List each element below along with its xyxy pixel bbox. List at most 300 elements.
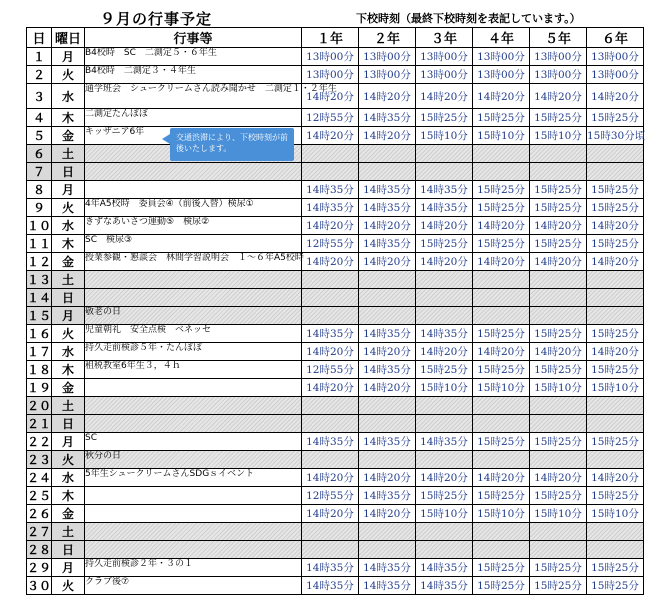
day-cell: ２５ xyxy=(27,487,52,505)
time-cell-grade-3: 15時10分 xyxy=(416,127,473,145)
table-row xyxy=(27,109,644,127)
time-cell-grade-1: 14時35分 xyxy=(302,199,359,217)
event-cell: 児童朝礼 安全点検 ベネッセ xyxy=(85,325,302,343)
header-grade-1: １年 xyxy=(302,28,359,48)
time-cell-grade-3 xyxy=(416,163,473,181)
table-row xyxy=(27,307,644,325)
time-cell-grade-5 xyxy=(530,271,587,289)
time-cell-grade-5 xyxy=(530,541,587,559)
time-cell-grade-6: 15時25分 xyxy=(587,433,644,451)
time-cell-grade-6: 15時25分 xyxy=(587,199,644,217)
event-cell: B4校時 二測定３・４年生 xyxy=(85,66,302,84)
header-grade-2: ２年 xyxy=(359,28,416,48)
time-cell-grade-2 xyxy=(359,451,416,469)
time-cell-grade-4 xyxy=(473,451,530,469)
time-cell-grade-3 xyxy=(416,307,473,325)
day-cell: ２０ xyxy=(27,397,52,415)
day-cell: １４ xyxy=(27,289,52,307)
dismissal-time-heading: 下校時刻（最終下校時刻を表記しています。） xyxy=(356,12,581,25)
weekday-cell: 木 xyxy=(52,109,85,127)
time-cell-grade-4: 15時25分 xyxy=(473,433,530,451)
time-cell-grade-4: 14時20分 xyxy=(473,469,530,487)
day-cell: １２ xyxy=(27,253,52,271)
table-row xyxy=(27,325,644,343)
time-cell-grade-2: 14時35分 xyxy=(359,433,416,451)
time-cell-grade-2 xyxy=(359,271,416,289)
time-cell-grade-3: 15時10分 xyxy=(416,379,473,397)
time-cell-grade-3: 14時35分 xyxy=(416,181,473,199)
time-cell-grade-4 xyxy=(473,163,530,181)
day-cell: ２８ xyxy=(27,541,52,559)
weekday-cell: 水 xyxy=(52,343,85,361)
table-row xyxy=(27,235,644,253)
time-cell-grade-1: 12時55分 xyxy=(302,109,359,127)
weekday-cell: 金 xyxy=(52,127,85,145)
day-cell: ６ xyxy=(27,145,52,163)
time-cell-grade-3: 14時35分 xyxy=(416,433,473,451)
time-cell-grade-1 xyxy=(302,415,359,433)
weekday-cell: 水 xyxy=(52,84,85,109)
time-cell-grade-6: 15時25分 xyxy=(587,487,644,505)
time-cell-grade-4 xyxy=(473,307,530,325)
time-cell-grade-2 xyxy=(359,397,416,415)
event-cell xyxy=(85,163,302,181)
table-row xyxy=(27,469,644,487)
time-cell-grade-5: 15時25分 xyxy=(530,325,587,343)
time-cell-grade-3: 14時20分 xyxy=(416,84,473,109)
time-cell-grade-1 xyxy=(302,451,359,469)
weekday-cell: 火 xyxy=(52,577,85,595)
time-cell-grade-3 xyxy=(416,523,473,541)
time-cell-grade-4: 15時25分 xyxy=(473,325,530,343)
header-grade-3: ３年 xyxy=(416,28,473,48)
time-cell-grade-3: 15時25分 xyxy=(416,487,473,505)
header-row xyxy=(27,28,644,48)
event-cell: クラブ後⑦ xyxy=(85,577,302,595)
day-cell: １５ xyxy=(27,307,52,325)
table-row xyxy=(27,343,644,361)
time-cell-grade-2: 14時35分 xyxy=(359,181,416,199)
time-cell-grade-2: 14時20分 xyxy=(359,217,416,235)
time-cell-grade-4: 13時00分 xyxy=(473,66,530,84)
day-cell: ３ xyxy=(27,84,52,109)
time-cell-grade-2: 14時35分 xyxy=(359,235,416,253)
event-cell xyxy=(85,415,302,433)
event-cell xyxy=(85,487,302,505)
table-row xyxy=(27,487,644,505)
day-cell: ２２ xyxy=(27,433,52,451)
time-cell-grade-4 xyxy=(473,415,530,433)
table-row xyxy=(27,415,644,433)
time-cell-grade-3: 13時00分 xyxy=(416,48,473,66)
time-cell-grade-6 xyxy=(587,415,644,433)
event-cell: キッザニア6年 xyxy=(85,127,302,145)
time-cell-grade-4: 15時25分 xyxy=(473,109,530,127)
time-cell-grade-1 xyxy=(302,163,359,181)
time-cell-grade-3: 14時20分 xyxy=(416,469,473,487)
day-cell: ４ xyxy=(27,109,52,127)
table-row xyxy=(27,271,644,289)
time-cell-grade-2 xyxy=(359,163,416,181)
time-cell-grade-5 xyxy=(530,415,587,433)
time-cell-grade-6: 13時00分 xyxy=(587,48,644,66)
weekday-cell: 木 xyxy=(52,361,85,379)
time-cell-grade-6: 15時10分 xyxy=(587,505,644,523)
weekday-cell: 金 xyxy=(52,253,85,271)
event-cell: B4校時 SC 二測定５・６年生 xyxy=(85,48,302,66)
time-cell-grade-6 xyxy=(587,523,644,541)
time-cell-grade-1: 14時20分 xyxy=(302,84,359,109)
time-cell-grade-1: 12時55分 xyxy=(302,487,359,505)
time-cell-grade-5 xyxy=(530,163,587,181)
time-cell-grade-1 xyxy=(302,289,359,307)
table-row xyxy=(27,433,644,451)
traffic-note-callout: 交通渋滞により、下校時刻が前後いたします。 xyxy=(170,128,294,161)
event-cell xyxy=(85,271,302,289)
time-cell-grade-2: 14時20分 xyxy=(359,469,416,487)
time-cell-grade-6 xyxy=(587,541,644,559)
weekday-cell: 木 xyxy=(52,487,85,505)
time-cell-grade-2: 14時20分 xyxy=(359,253,416,271)
time-cell-grade-4: 15時10分 xyxy=(473,127,530,145)
time-cell-grade-4: 15時25分 xyxy=(473,181,530,199)
time-cell-grade-3: 13時00分 xyxy=(416,66,473,84)
day-cell: １ xyxy=(27,48,52,66)
time-cell-grade-2: 14時20分 xyxy=(359,505,416,523)
time-cell-grade-1: 14時35分 xyxy=(302,433,359,451)
time-cell-grade-6: 15時25分 xyxy=(587,235,644,253)
day-cell: ２ xyxy=(27,66,52,84)
schedule-table xyxy=(26,27,644,595)
time-cell-grade-4: 15時25分 xyxy=(473,487,530,505)
time-cell-grade-5: 15時25分 xyxy=(530,559,587,577)
time-cell-grade-5: 14時20分 xyxy=(530,253,587,271)
event-cell: 5年生シュークリームさんSDGｓイベント xyxy=(85,469,302,487)
time-cell-grade-1: 14時35分 xyxy=(302,325,359,343)
time-cell-grade-5: 15時25分 xyxy=(530,361,587,379)
time-cell-grade-4 xyxy=(473,271,530,289)
time-cell-grade-5 xyxy=(530,307,587,325)
time-cell-grade-1 xyxy=(302,397,359,415)
time-cell-grade-2 xyxy=(359,415,416,433)
weekday-cell: 火 xyxy=(52,199,85,217)
event-cell: 敬老の日 xyxy=(85,307,302,325)
event-cell xyxy=(85,379,302,397)
time-cell-grade-4 xyxy=(473,145,530,163)
time-cell-grade-5: 14時20分 xyxy=(530,343,587,361)
day-cell: ２３ xyxy=(27,451,52,469)
time-cell-grade-3: 15時10分 xyxy=(416,505,473,523)
time-cell-grade-3: 15時25分 xyxy=(416,109,473,127)
time-cell-grade-1: 14時35分 xyxy=(302,181,359,199)
event-cell xyxy=(85,523,302,541)
time-cell-grade-5: 15時10分 xyxy=(530,505,587,523)
time-cell-grade-1 xyxy=(302,271,359,289)
time-cell-grade-3: 14時35分 xyxy=(416,559,473,577)
event-cell xyxy=(85,505,302,523)
event-cell: きずなあいさつ運動⑤ 検尿② xyxy=(85,217,302,235)
weekday-cell: 水 xyxy=(52,217,85,235)
weekday-cell: 火 xyxy=(52,325,85,343)
time-cell-grade-4: 14時20分 xyxy=(473,84,530,109)
day-cell: １９ xyxy=(27,379,52,397)
day-cell: ２１ xyxy=(27,415,52,433)
time-cell-grade-2: 14時35分 xyxy=(359,199,416,217)
event-cell xyxy=(85,397,302,415)
event-cell: 授業参観・懇談会 林間学習説明会 １～６年A5校時 xyxy=(85,253,302,271)
time-cell-grade-4 xyxy=(473,397,530,415)
time-cell-grade-5 xyxy=(530,145,587,163)
day-cell: ２７ xyxy=(27,523,52,541)
header-weekday: 曜日 xyxy=(52,28,85,48)
event-cell: 4年A5校時 委員会④（前後入替）検尿① xyxy=(85,199,302,217)
event-cell: 二測定たんぽぽ xyxy=(85,109,302,127)
day-cell: ７ xyxy=(27,163,52,181)
time-cell-grade-4 xyxy=(473,523,530,541)
time-cell-grade-1: 13時00分 xyxy=(302,66,359,84)
time-cell-grade-5: 15時25分 xyxy=(530,181,587,199)
time-cell-grade-1: 14時35分 xyxy=(302,577,359,595)
day-cell: ２９ xyxy=(27,559,52,577)
time-cell-grade-5: 15時25分 xyxy=(530,577,587,595)
time-cell-grade-3 xyxy=(416,415,473,433)
time-cell-grade-5: 14時20分 xyxy=(530,84,587,109)
time-cell-grade-2: 14時20分 xyxy=(359,84,416,109)
time-cell-grade-2: 14時35分 xyxy=(359,325,416,343)
time-cell-grade-6: 14時20分 xyxy=(587,469,644,487)
time-cell-grade-6: 15時10分 xyxy=(587,379,644,397)
time-cell-grade-2 xyxy=(359,145,416,163)
time-cell-grade-5: 15時25分 xyxy=(530,487,587,505)
time-cell-grade-6: 14時20分 xyxy=(587,343,644,361)
time-cell-grade-2 xyxy=(359,289,416,307)
time-cell-grade-6: 15時25分 xyxy=(587,325,644,343)
time-cell-grade-6: 13時00分 xyxy=(587,66,644,84)
weekday-cell: 水 xyxy=(52,469,85,487)
time-cell-grade-3: 14時20分 xyxy=(416,217,473,235)
event-cell xyxy=(85,541,302,559)
time-cell-grade-2: 14時35分 xyxy=(359,577,416,595)
header-grade-6: ６年 xyxy=(587,28,644,48)
day-cell: １０ xyxy=(27,217,52,235)
day-cell: ３０ xyxy=(27,577,52,595)
time-cell-grade-1: 14時20分 xyxy=(302,505,359,523)
time-cell-grade-6 xyxy=(587,271,644,289)
time-cell-grade-6: 15時25分 xyxy=(587,361,644,379)
time-cell-grade-4: 15時25分 xyxy=(473,199,530,217)
time-cell-grade-1 xyxy=(302,523,359,541)
weekday-cell: 月 xyxy=(52,559,85,577)
time-cell-grade-5: 13時00分 xyxy=(530,48,587,66)
time-cell-grade-3 xyxy=(416,451,473,469)
time-cell-grade-2: 14時35分 xyxy=(359,559,416,577)
weekday-cell: 金 xyxy=(52,505,85,523)
time-cell-grade-5 xyxy=(530,451,587,469)
table-row xyxy=(27,84,644,109)
time-cell-grade-2: 14時20分 xyxy=(359,379,416,397)
table-row xyxy=(27,145,644,163)
time-cell-grade-6: 15時25分 xyxy=(587,181,644,199)
time-cell-grade-4: 13時00分 xyxy=(473,48,530,66)
time-cell-grade-5 xyxy=(530,523,587,541)
day-cell: １１ xyxy=(27,235,52,253)
time-cell-grade-2 xyxy=(359,307,416,325)
schedule-body xyxy=(27,48,644,595)
time-cell-grade-3: 14時20分 xyxy=(416,343,473,361)
weekday-cell: 月 xyxy=(52,307,85,325)
time-cell-grade-1: 14時20分 xyxy=(302,217,359,235)
time-cell-grade-6: 14時20分 xyxy=(587,253,644,271)
time-cell-grade-4: 14時20分 xyxy=(473,253,530,271)
weekday-cell: 木 xyxy=(52,235,85,253)
time-cell-grade-6 xyxy=(587,145,644,163)
time-cell-grade-1: 14時35分 xyxy=(302,559,359,577)
day-cell: ２４ xyxy=(27,469,52,487)
time-cell-grade-4: 14時20分 xyxy=(473,217,530,235)
time-cell-grade-5: 14時20分 xyxy=(530,469,587,487)
table-row xyxy=(27,289,644,307)
time-cell-grade-5: 15時25分 xyxy=(530,199,587,217)
table-row xyxy=(27,48,644,66)
time-cell-grade-1 xyxy=(302,145,359,163)
weekday-cell: 月 xyxy=(52,181,85,199)
weekday-cell: 月 xyxy=(52,433,85,451)
time-cell-grade-6: 15時25分 xyxy=(587,559,644,577)
time-cell-grade-2: 14時35分 xyxy=(359,109,416,127)
day-cell: ８ xyxy=(27,181,52,199)
time-cell-grade-6 xyxy=(587,289,644,307)
time-cell-grade-4: 15時10分 xyxy=(473,379,530,397)
time-cell-grade-3: 15時25分 xyxy=(416,361,473,379)
time-cell-grade-3 xyxy=(416,145,473,163)
time-cell-grade-6 xyxy=(587,397,644,415)
time-cell-grade-5: 13時00分 xyxy=(530,66,587,84)
time-cell-grade-6: 15時30分頃 xyxy=(587,127,644,145)
table-row xyxy=(27,541,644,559)
time-cell-grade-5 xyxy=(530,397,587,415)
time-cell-grade-3 xyxy=(416,289,473,307)
time-cell-grade-1: 12時55分 xyxy=(302,361,359,379)
day-cell: ９ xyxy=(27,199,52,217)
time-cell-grade-2: 14時35分 xyxy=(359,361,416,379)
time-cell-grade-3: 14時35分 xyxy=(416,325,473,343)
time-cell-grade-6: 15時25分 xyxy=(587,109,644,127)
time-cell-grade-3: 14時35分 xyxy=(416,577,473,595)
time-cell-grade-2 xyxy=(359,541,416,559)
time-cell-grade-2: 13時00分 xyxy=(359,48,416,66)
day-cell: ５ xyxy=(27,127,52,145)
table-row xyxy=(27,181,644,199)
time-cell-grade-6 xyxy=(587,307,644,325)
time-cell-grade-6 xyxy=(587,163,644,181)
time-cell-grade-1 xyxy=(302,307,359,325)
table-row xyxy=(27,559,644,577)
event-cell: 租税教室6年生３，４ｈ xyxy=(85,361,302,379)
header-events: 行事等 xyxy=(85,28,302,48)
weekday-cell: 日 xyxy=(52,415,85,433)
time-cell-grade-4: 15時25分 xyxy=(473,235,530,253)
time-cell-grade-4 xyxy=(473,541,530,559)
table-row xyxy=(27,451,644,469)
day-cell: １８ xyxy=(27,361,52,379)
weekday-cell: 土 xyxy=(52,271,85,289)
time-cell-grade-2: 14時20分 xyxy=(359,343,416,361)
time-cell-grade-4: 15時25分 xyxy=(473,361,530,379)
weekday-cell: 日 xyxy=(52,163,85,181)
time-cell-grade-5: 15時25分 xyxy=(530,109,587,127)
time-cell-grade-2: 14時35分 xyxy=(359,487,416,505)
day-cell: １７ xyxy=(27,343,52,361)
time-cell-grade-1: 13時00分 xyxy=(302,48,359,66)
time-cell-grade-3: 14時35分 xyxy=(416,199,473,217)
event-cell: 持久走前検診２年・３の１ xyxy=(85,559,302,577)
day-cell: １３ xyxy=(27,271,52,289)
time-cell-grade-3 xyxy=(416,541,473,559)
time-cell-grade-3 xyxy=(416,397,473,415)
table-row xyxy=(27,523,644,541)
weekday-cell: 火 xyxy=(52,66,85,84)
event-cell: 秋分の日 xyxy=(85,451,302,469)
event-cell xyxy=(85,181,302,199)
time-cell-grade-3 xyxy=(416,271,473,289)
time-cell-grade-6: 14時20分 xyxy=(587,217,644,235)
table-row xyxy=(27,397,644,415)
time-cell-grade-4: 15時25分 xyxy=(473,559,530,577)
weekday-cell: 火 xyxy=(52,451,85,469)
event-cell xyxy=(85,289,302,307)
time-cell-grade-4: 14時20分 xyxy=(473,343,530,361)
weekday-cell: 金 xyxy=(52,379,85,397)
table-row xyxy=(27,163,644,181)
time-cell-grade-6: 15時25分 xyxy=(587,577,644,595)
time-cell-grade-5 xyxy=(530,289,587,307)
event-cell: 持久走前検診５年・たんぽぽ xyxy=(85,343,302,361)
page-title: ９月の行事予定 xyxy=(100,10,213,28)
weekday-cell: 月 xyxy=(52,48,85,66)
time-cell-grade-3: 15時25分 xyxy=(416,235,473,253)
table-row xyxy=(27,199,644,217)
time-cell-grade-1 xyxy=(302,541,359,559)
time-cell-grade-1: 14時20分 xyxy=(302,127,359,145)
table-row xyxy=(27,127,644,145)
time-cell-grade-5: 14時20分 xyxy=(530,217,587,235)
time-cell-grade-1: 14時20分 xyxy=(302,469,359,487)
table-row xyxy=(27,217,644,235)
weekday-cell: 土 xyxy=(52,397,85,415)
time-cell-grade-6 xyxy=(587,451,644,469)
time-cell-grade-3: 14時20分 xyxy=(416,253,473,271)
time-cell-grade-2 xyxy=(359,523,416,541)
time-cell-grade-4: 15時25分 xyxy=(473,577,530,595)
time-cell-grade-1: 14時20分 xyxy=(302,253,359,271)
time-cell-grade-1: 12時55分 xyxy=(302,235,359,253)
time-cell-grade-5: 15時10分 xyxy=(530,127,587,145)
day-cell: １６ xyxy=(27,325,52,343)
event-cell: 通学班会 シュークリームさん読み聞かせ 二測定１・２年生 xyxy=(85,84,302,109)
time-cell-grade-5: 15時25分 xyxy=(530,235,587,253)
time-cell-grade-5: 15時10分 xyxy=(530,379,587,397)
time-cell-grade-5: 15時25分 xyxy=(530,433,587,451)
weekday-cell: 日 xyxy=(52,289,85,307)
weekday-cell: 日 xyxy=(52,541,85,559)
time-cell-grade-2: 13時00分 xyxy=(359,66,416,84)
time-cell-grade-4: 15時10分 xyxy=(473,505,530,523)
table-row xyxy=(27,379,644,397)
event-cell: SC 検尿③ xyxy=(85,235,302,253)
table-row xyxy=(27,253,644,271)
header-day: 日 xyxy=(27,28,52,48)
time-cell-grade-6: 14時20分 xyxy=(587,84,644,109)
